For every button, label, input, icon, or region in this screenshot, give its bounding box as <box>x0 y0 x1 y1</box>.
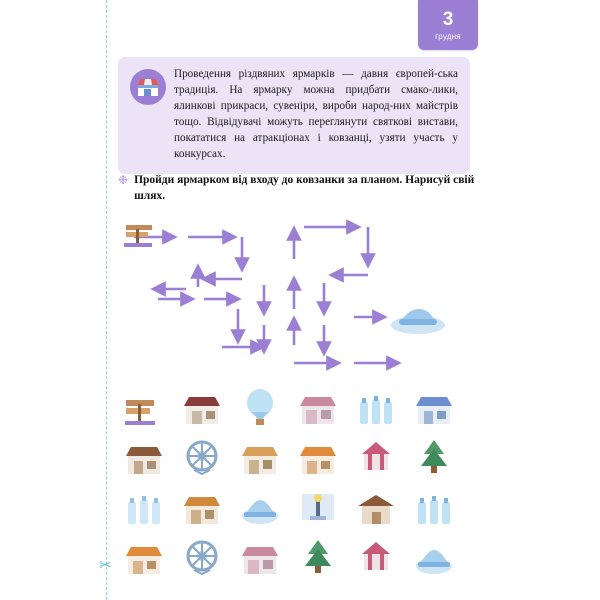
carousel-2-icon <box>354 536 398 578</box>
christmas-tree-icon <box>412 436 456 478</box>
date-month: грудня <box>435 31 461 41</box>
stall-brown-icon <box>122 436 166 478</box>
skating-rink-icon <box>391 309 445 334</box>
grid-row <box>122 536 482 578</box>
ice-rink-icon <box>238 486 282 528</box>
stall-hut-icon <box>354 486 398 528</box>
water-bottles-icon <box>354 386 398 428</box>
bottles-blue-icon <box>412 486 456 528</box>
info-panel <box>118 57 470 174</box>
page-margin-line <box>106 0 107 600</box>
stall-orange-awning-icon <box>122 536 166 578</box>
snowflake-icon: ❉ <box>118 173 129 187</box>
grid-row <box>122 486 482 528</box>
stall-striped-icon <box>238 436 282 478</box>
stall-pink-awning-icon <box>296 386 340 428</box>
market-plan-grid <box>122 386 482 586</box>
grid-row <box>122 436 482 478</box>
maze-diagram <box>118 213 478 383</box>
stall-blue-icon <box>412 386 456 428</box>
ferris-wheel-2-icon <box>180 536 224 578</box>
signpost-icon <box>122 386 166 428</box>
carousel-icon <box>354 436 398 478</box>
info-paragraph: Проведення різдвяних ярмарків — давня європей-ська традиція. На ярмарку можна придбати смако-лики, ялинкові прикраси, сувеніри, вироби народ-них майстрів тощо. Відвідувачі можуть переглянути святкові вистави, покататися на атракціонах і ковзанці, узяти участь у конкурсах. <box>174 68 458 160</box>
christmas-tree-2-icon <box>296 536 340 578</box>
task-instruction <box>118 173 478 205</box>
lamppost-icon <box>296 486 340 528</box>
bottles-icon <box>122 486 166 528</box>
task-text: Пройди ярмарком від входу до ковзанки за планом. Нарисуй свій шлях. <box>134 174 475 202</box>
ferris-wheel-icon <box>180 436 224 478</box>
balloon-icon <box>238 386 282 428</box>
stall-red-awning-icon <box>180 386 224 428</box>
stall-orange-icon <box>296 436 340 478</box>
scissors-icon: ✂ <box>99 557 112 574</box>
stall-checkered-icon <box>180 486 224 528</box>
date-day: 3 <box>442 8 454 30</box>
fair-stall-icon <box>130 69 166 105</box>
ice-rink-2-icon <box>412 536 456 578</box>
entrance-signpost-icon <box>124 225 152 247</box>
stall-pink-icon <box>238 536 282 578</box>
date-badge <box>418 0 478 50</box>
grid-row <box>122 386 482 428</box>
